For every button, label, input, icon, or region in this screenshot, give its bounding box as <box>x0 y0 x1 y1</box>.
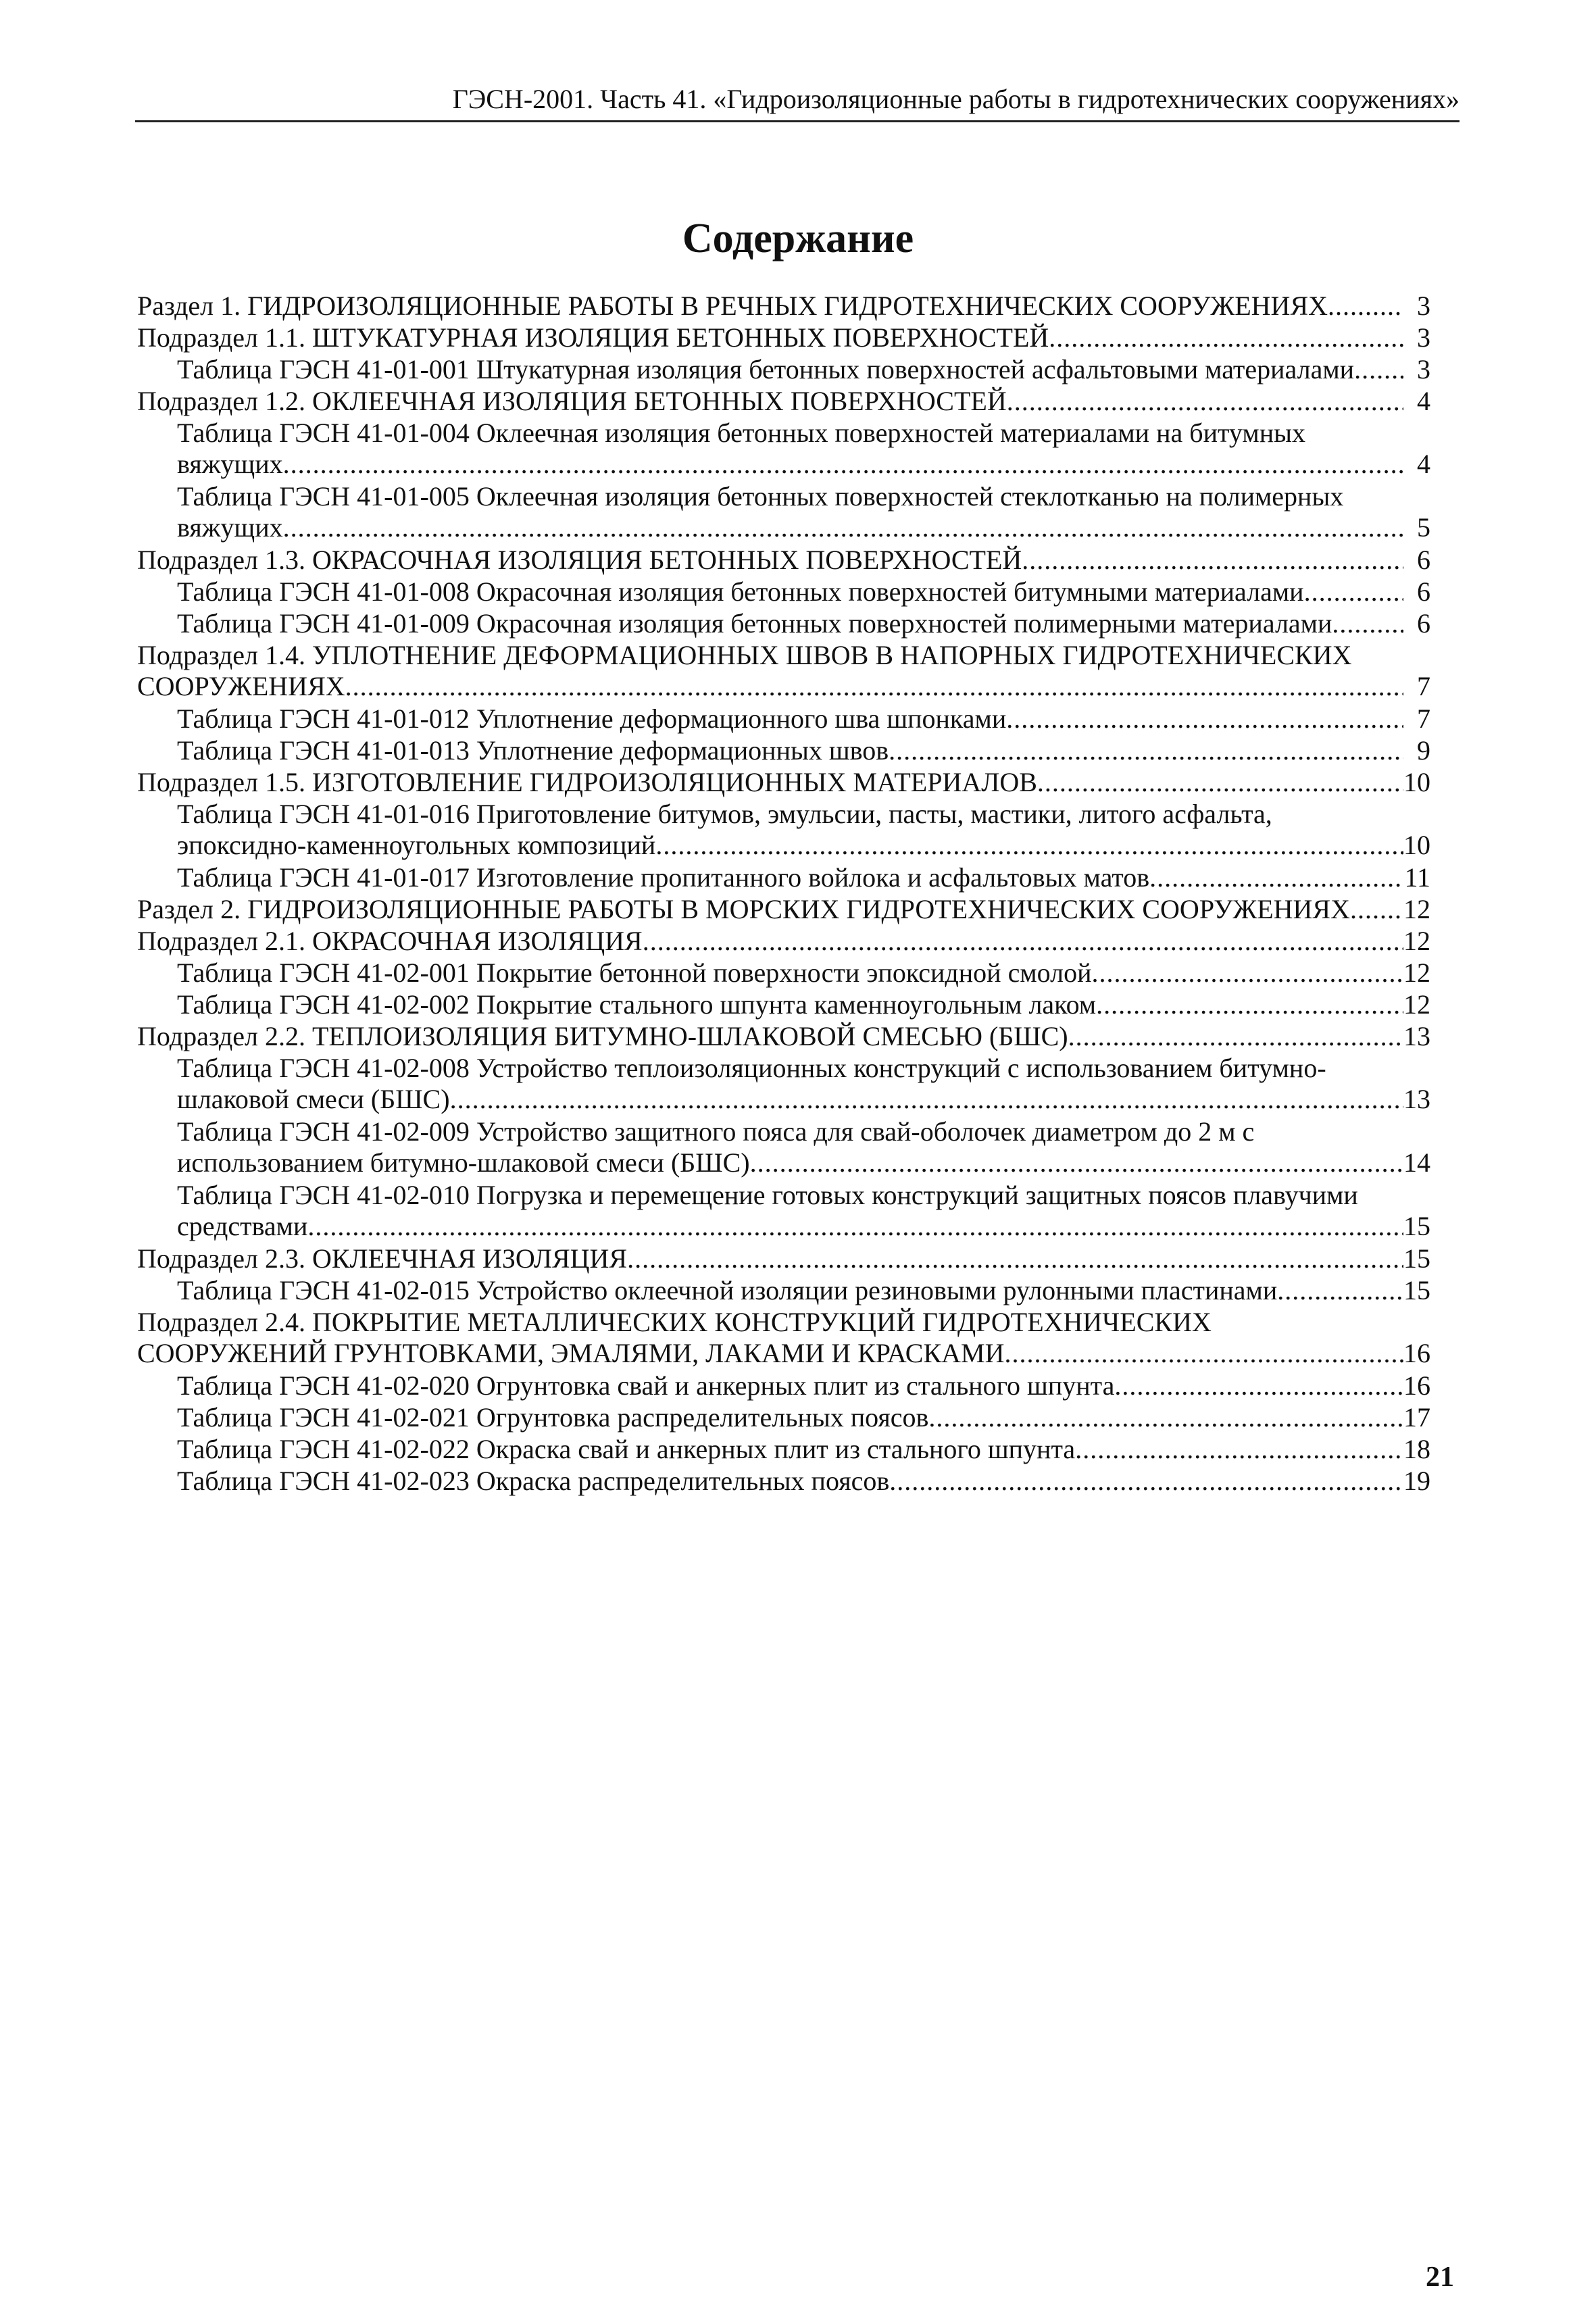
leader-dots <box>655 830 1403 861</box>
toc-entry-text: Таблица ГЭСН 41-01-008 Окрасочная изоляция бетонных поверхностей битумными материалами <box>177 576 1304 607</box>
leader-dots <box>1328 291 1403 322</box>
toc-page-number: 13 <box>1403 1021 1430 1051</box>
toc-entry-table-41-01-004[interactable] <box>177 418 1430 480</box>
toc-entry-table-41-02-008[interactable] <box>177 1053 1430 1115</box>
toc-page-number: 12 <box>1403 957 1430 988</box>
leader-dots <box>889 735 1403 766</box>
toc-page-number: 7 <box>1417 703 1430 734</box>
running-header: ГЭСН-2001. Часть 41. «Гидроизоляционные работы в гидротехнических сооружениях» <box>452 84 1460 114</box>
toc-page-number: 3 <box>1417 354 1430 384</box>
toc-entry-table-41-02-010[interactable] <box>177 1180 1430 1242</box>
toc-entry-subsection-1-4[interactable] <box>137 640 1430 702</box>
toc-entry-text: Подраздел 2.2. ТЕПЛОИЗОЛЯЦИЯ БИТУМНО-ШЛАКОВОЙ СМЕСЬЮ (БШС) <box>137 1021 1068 1051</box>
toc-page-number: 15 <box>1403 1211 1430 1241</box>
toc-entry-subsection-2-2[interactable] <box>137 1021 1430 1052</box>
toc-entry-text: Таблица ГЭСН 41-02-020 Огрунтовка свай и анкерных плит из стального шпунта <box>177 1370 1115 1401</box>
toc-entry-text: Подраздел 1.2. ОКЛЕЕЧНАЯ ИЗОЛЯЦИЯ БЕТОННЫХ ПОВЕРХНОСТЕЙ <box>137 386 1007 416</box>
toc-entry-table-41-01-001[interactable] <box>177 354 1430 385</box>
toc-entry-text: Подраздел 1.1. ШТУКАТУРНАЯ ИЗОЛЯЦИЯ БЕТОННЫХ ПОВЕРХНОСТЕЙ <box>137 322 1049 353</box>
toc-entry-text: Таблица ГЭСН 41-01-013 Уплотнение деформационных швов <box>177 735 889 766</box>
leader-dots <box>1304 576 1403 607</box>
leader-dots <box>1007 386 1403 417</box>
toc-entry-text: Таблица ГЭСН 41-02-021 Огрунтовка распределительных поясов <box>177 1402 929 1433</box>
toc-entry-subsection-1-5[interactable] <box>137 767 1430 798</box>
leader-dots <box>1075 1434 1403 1465</box>
toc-entry-text: Таблица ГЭСН 41-02-002 Покрытие стального шпунта каменноугольным лаком <box>177 989 1097 1020</box>
toc-entry-text: Подраздел 1.3. ОКРАСОЧНАЯ ИЗОЛЯЦИЯ БЕТОННЫХ ПОВЕРХНОСТЕЙ <box>137 545 1022 575</box>
toc-entry-text-line1: Таблица ГЭСН 41-02-010 Погрузка и перемещение готовых конструкций защитных поясов плавучими <box>177 1180 1358 1210</box>
leader-dots <box>643 926 1403 957</box>
toc-entry-table-41-01-013[interactable] <box>177 735 1430 766</box>
toc-entry-table-41-02-002[interactable] <box>177 989 1430 1020</box>
toc-entry-text: СООРУЖЕНИЙ ГРУНТОВКАМИ, ЭМАЛЯМИ, ЛАКАМИ И КРАСКАМИ <box>137 1338 1005 1368</box>
toc-entry-text: Таблица ГЭСН 41-01-017 Изготовление пропитанного войлока и асфальтовых матов <box>177 862 1150 893</box>
toc-page-number: 19 <box>1403 1466 1430 1496</box>
toc-entry-text: Таблица ГЭСН 41-02-001 Покрытие бетонной поверхности эпоксидной смолой <box>177 957 1092 988</box>
leader-dots <box>627 1243 1403 1274</box>
toc-page-number: 14 <box>1403 1147 1430 1178</box>
toc-entry-subsection-2-1[interactable] <box>137 926 1430 957</box>
toc-entry-text-line1: Таблица ГЭСН 41-01-005 Оклеечная изоляция бетонных поверхностей стеклотканью на полимерных <box>177 481 1344 512</box>
toc-entry-table-41-01-016[interactable] <box>177 799 1430 861</box>
toc-entry-table-41-02-009[interactable] <box>177 1116 1430 1178</box>
toc-entry-text-line1: Таблица ГЭСН 41-01-004 Оклеечная изоляция бетонных поверхностей материалами на битумных <box>177 418 1305 448</box>
toc-entry-text-line1: Подраздел 1.4. УПЛОТНЕНИЕ ДЕФОРМАЦИОННЫХ ШВОВ В НАПОРНЫХ ГИДРОТЕХНИЧЕСКИХ <box>137 640 1352 670</box>
leader-dots <box>450 1084 1403 1115</box>
leader-dots <box>345 671 1403 702</box>
toc-entry-table-41-02-001[interactable] <box>177 957 1430 989</box>
leader-dots <box>1004 1338 1403 1369</box>
toc-page-number: 12 <box>1403 926 1430 956</box>
leader-dots <box>1068 1021 1403 1052</box>
toc-entry-text: Таблица ГЭСН 41-02-022 Окраска свай и анкерных плит из стального шпунта <box>177 1434 1076 1464</box>
toc-entry-text: Раздел 2. ГИДРОИЗОЛЯЦИОННЫЕ РАБОТЫ В МОРСКИХ ГИДРОТЕХНИЧЕСКИХ СООРУЖЕНИЯХ <box>137 894 1350 924</box>
toc-page-number: 15 <box>1403 1275 1430 1305</box>
toc-entry-table-41-01-009[interactable] <box>177 608 1430 639</box>
leader-dots <box>889 1466 1403 1497</box>
page-title: Содержание <box>682 216 914 262</box>
toc-page-number: 6 <box>1417 608 1430 639</box>
toc-entry-table-41-02-020[interactable] <box>177 1370 1430 1401</box>
toc-page-number: 3 <box>1417 322 1430 353</box>
leader-dots <box>307 1211 1403 1242</box>
toc-entry-table-41-01-017[interactable] <box>177 862 1430 893</box>
toc-entry-subsection-1-2[interactable] <box>137 386 1430 417</box>
toc-entry-table-41-02-022[interactable] <box>177 1434 1430 1465</box>
leader-dots <box>750 1147 1403 1178</box>
leader-dots <box>1354 354 1403 385</box>
toc-page-number: 15 <box>1403 1243 1430 1274</box>
leader-dots <box>283 512 1403 543</box>
toc-entry-table-41-01-005[interactable] <box>177 481 1430 543</box>
leader-dots <box>1114 1370 1403 1401</box>
toc-page-number: 4 <box>1417 386 1430 416</box>
page-number: 21 <box>1426 2262 1454 2293</box>
leader-dots <box>1037 767 1403 798</box>
toc-entry-table-41-02-021[interactable] <box>177 1402 1430 1433</box>
toc-entry-text: использованием битумно-шлаковой смеси (БШС) <box>177 1147 750 1178</box>
leader-dots <box>1149 862 1403 893</box>
toc-page-number: 11 <box>1404 862 1430 893</box>
toc-entry-text: вяжущих <box>177 449 283 479</box>
toc-page-number: 12 <box>1403 989 1430 1020</box>
toc-entry-text: средствами <box>177 1211 308 1241</box>
toc-page-number: 18 <box>1403 1434 1430 1464</box>
toc-entry-section-2[interactable] <box>137 894 1430 925</box>
toc-entry-text: Таблица ГЭСН 41-01-012 Уплотнение деформационного шва шпонками <box>177 703 1007 734</box>
leader-dots <box>928 1402 1403 1433</box>
toc-entry-text: Подраздел 1.5. ИЗГОТОВЛЕНИЕ ГИДРОИЗОЛЯЦИОННЫХ МАТЕРИАЛОВ <box>137 767 1037 797</box>
toc-entry-table-41-02-015[interactable] <box>177 1275 1430 1306</box>
toc-page-number: 13 <box>1403 1084 1430 1114</box>
toc-entry-section-1[interactable] <box>137 291 1430 322</box>
toc-entry-text: Таблица ГЭСН 41-02-023 Окраска распределительных поясов <box>177 1466 890 1496</box>
leader-dots <box>1049 322 1403 353</box>
toc-entry-text: эпоксидно-каменноугольных композиций <box>177 830 656 860</box>
toc-page-number: 3 <box>1417 291 1430 321</box>
toc-entry-subsection-1-3[interactable] <box>137 545 1430 576</box>
toc-entry-table-41-01-012[interactable] <box>177 703 1430 735</box>
toc-page-number: 6 <box>1417 576 1430 607</box>
toc-page-number: 10 <box>1403 830 1430 860</box>
leader-dots <box>1350 894 1403 925</box>
toc-page-number: 6 <box>1417 545 1430 575</box>
toc-page-number: 10 <box>1403 767 1430 797</box>
leader-dots <box>1006 703 1403 735</box>
toc-entry-text: вяжущих <box>177 512 283 543</box>
toc-page-number: 16 <box>1403 1338 1430 1368</box>
toc-entry-text: Таблица ГЭСН 41-02-015 Устройство оклеечной изоляции резиновыми рулонными пластинами <box>177 1275 1278 1305</box>
toc-entry-text-line1: Подраздел 2.4. ПОКРЫТИЕ МЕТАЛЛИЧЕСКИХ КОНСТРУКЦИЙ ГИДРОТЕХНИЧЕСКИХ <box>137 1307 1212 1337</box>
leader-dots <box>1022 545 1403 576</box>
toc-entry-text-line1: Таблица ГЭСН 41-01-016 Приготовление битумов, эмульсии, пасты, мастики, литого асфальта, <box>177 799 1272 829</box>
toc-entry-table-41-01-008[interactable] <box>177 576 1430 607</box>
leader-dots <box>1277 1275 1403 1306</box>
toc-entry-text: Раздел 1. ГИДРОИЗОЛЯЦИОННЫЕ РАБОТЫ В РЕЧНЫХ ГИДРОТЕХНИЧЕСКИХ СООРУЖЕНИЯХ <box>137 291 1328 321</box>
toc-page-number: 17 <box>1403 1402 1430 1433</box>
toc-entry-table-41-02-023[interactable] <box>177 1466 1430 1497</box>
toc-entry-text: Подраздел 2.3. ОКЛЕЕЧНАЯ ИЗОЛЯЦИЯ <box>137 1243 628 1274</box>
toc-entry-subsection-1-1[interactable] <box>137 322 1430 353</box>
leader-dots <box>283 449 1403 480</box>
toc-entry-text: Таблица ГЭСН 41-01-009 Окрасочная изоляция бетонных поверхностей полимерными материалами <box>177 608 1332 639</box>
toc-entry-text-line1: Таблица ГЭСН 41-02-008 Устройство теплоизоляционных конструкций с использованием битумно- <box>177 1053 1326 1083</box>
leader-dots <box>1096 989 1403 1020</box>
toc-page-number: 12 <box>1403 894 1430 924</box>
toc-entry-text: шлаковой смеси (БШС) <box>177 1084 450 1114</box>
toc-entry-subsection-2-3[interactable] <box>137 1243 1430 1274</box>
toc-entry-text: Подраздел 2.1. ОКРАСОЧНАЯ ИЗОЛЯЦИЯ <box>137 926 643 956</box>
toc-entry-text: Таблица ГЭСН 41-01-001 Штукатурная изоляция бетонных поверхностей асфальтовыми материалами <box>177 354 1355 384</box>
toc-entry-subsection-2-4[interactable] <box>137 1307 1430 1369</box>
leader-dots <box>1092 957 1404 989</box>
leader-dots <box>1332 608 1403 639</box>
toc-entry-text: СООРУЖЕНИЯХ <box>137 671 345 701</box>
header-rule <box>135 120 1460 122</box>
toc-page-number: 9 <box>1417 735 1430 766</box>
toc-entry-text-line1: Таблица ГЭСН 41-02-009 Устройство защитного пояса для свай-оболочек диаметром до 2 м с <box>177 1116 1255 1147</box>
toc-page-number: 7 <box>1417 671 1430 701</box>
toc-page-number: 16 <box>1403 1370 1430 1401</box>
toc-page-number: 5 <box>1417 512 1430 543</box>
toc-page-number: 4 <box>1417 449 1430 479</box>
